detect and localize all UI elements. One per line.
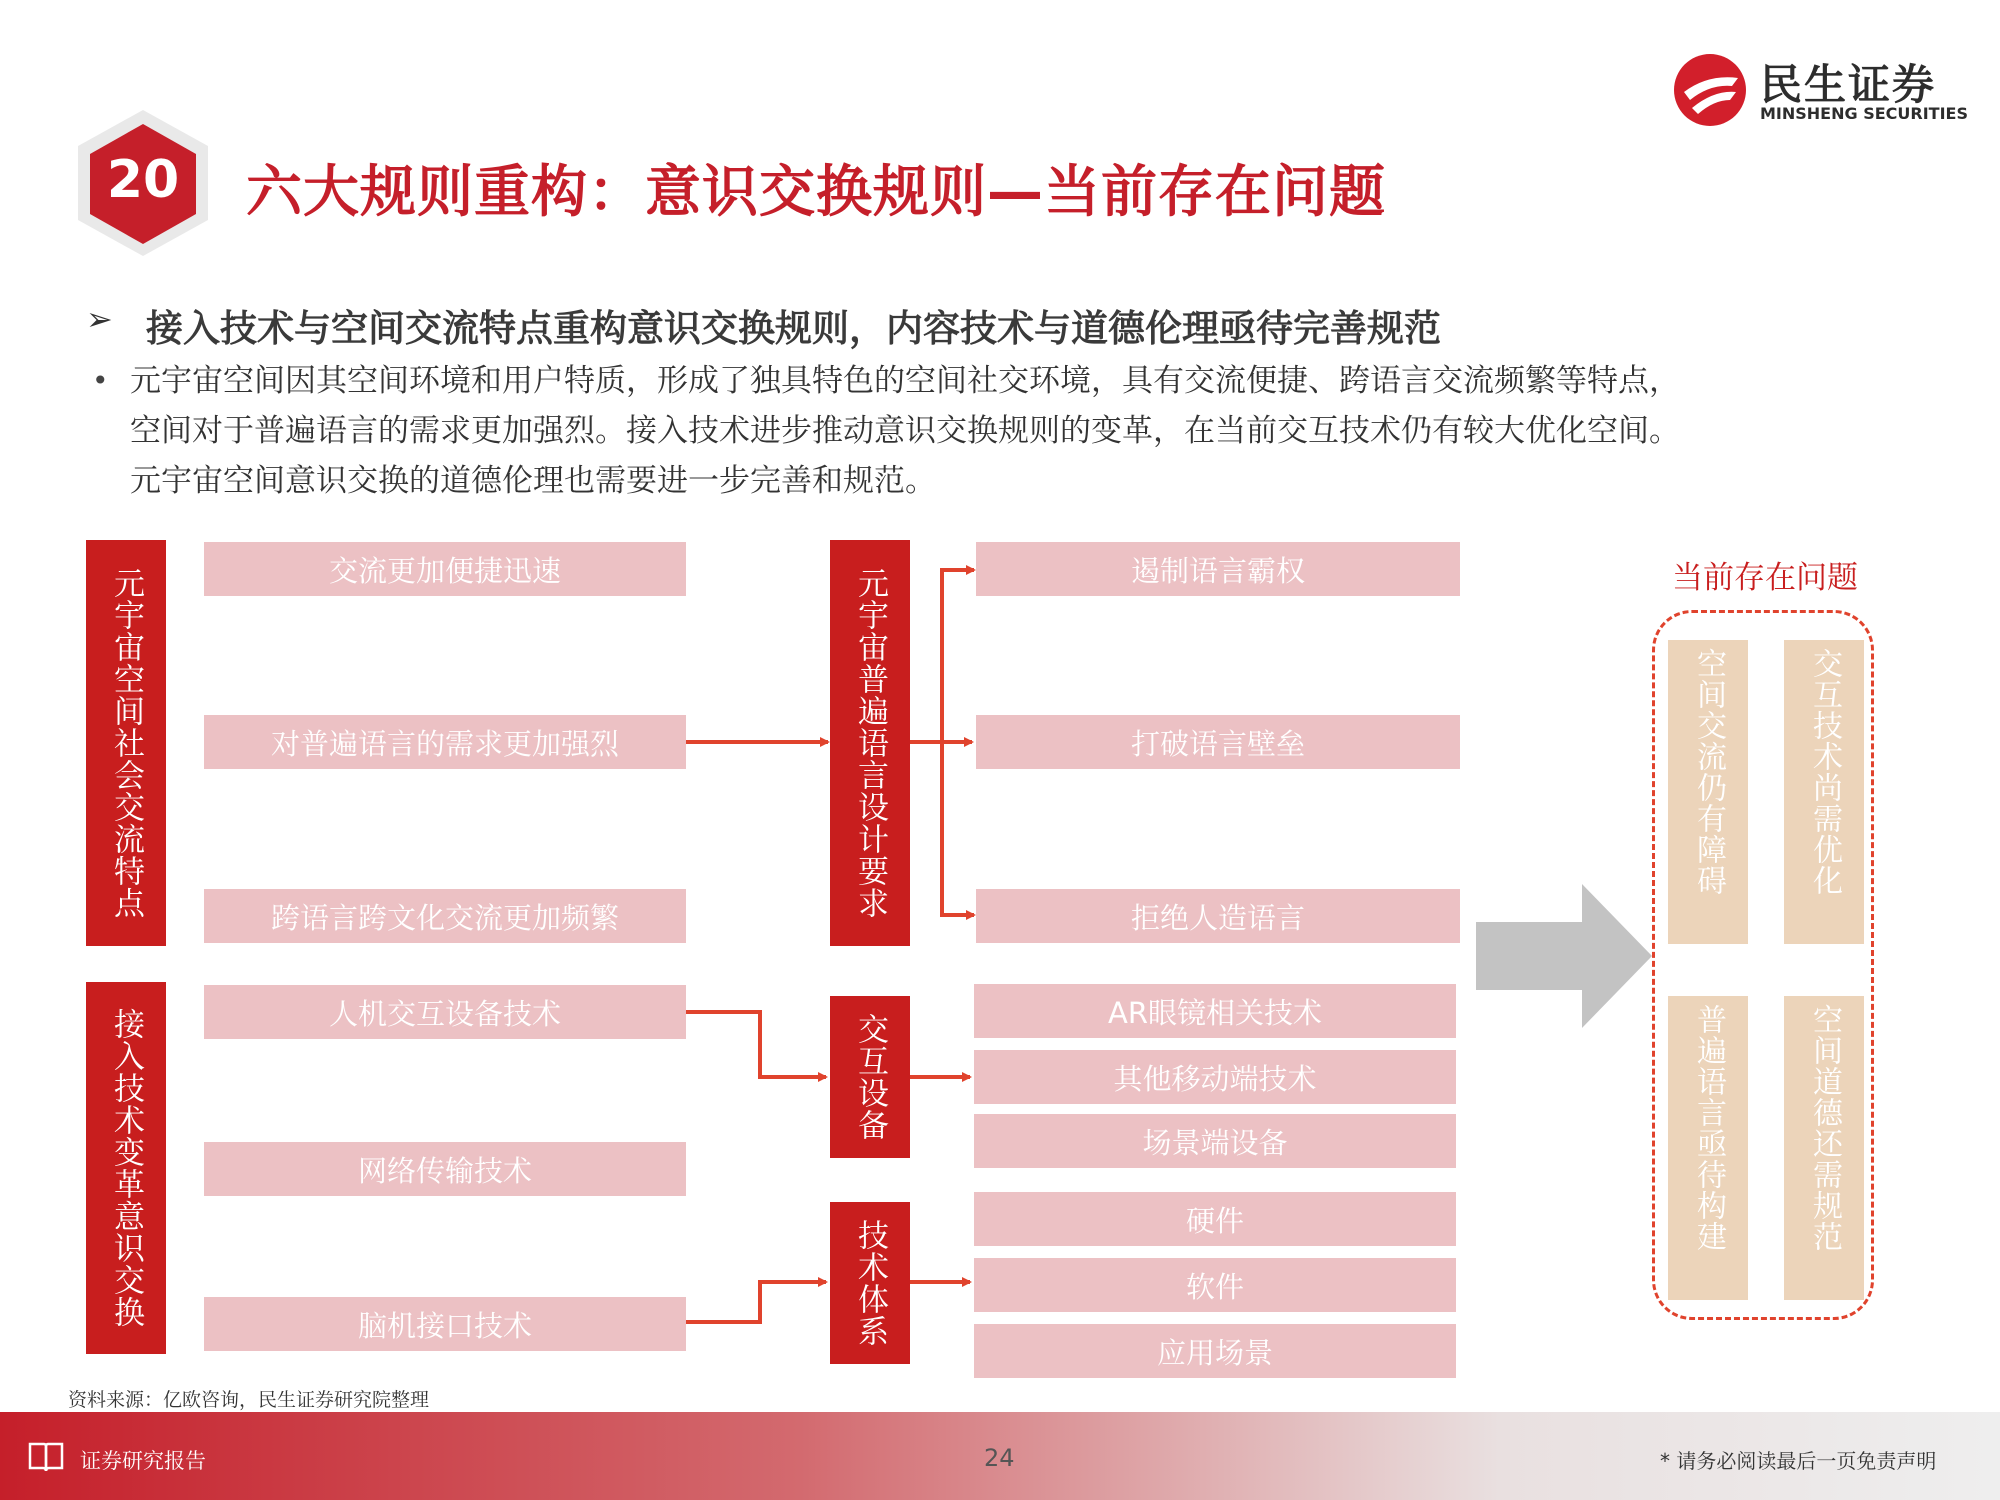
footer-label: 证券研究报告	[80, 1449, 206, 1473]
tech-item: 人机交互设备技术	[204, 985, 686, 1039]
connector-line	[686, 1282, 826, 1322]
social-features-box: 元宇宙空间社会交流特点	[86, 540, 166, 946]
language-item: 遏制语言霸权	[976, 542, 1460, 596]
problem-label: 空间道德还需规范	[1807, 1004, 1842, 1252]
connector-line	[686, 1012, 826, 1077]
disclaimer-link[interactable]: * 请务必阅读最后一页免责声明	[1660, 1449, 1937, 1473]
tech-item: 脑机接口技术	[204, 1297, 686, 1351]
logo-text-en: MINSHENG SECURITIES	[1760, 104, 1968, 123]
interaction-device-box: 交互设备	[830, 996, 910, 1158]
problem-item	[1668, 640, 1748, 944]
section-number: 20	[106, 150, 180, 210]
language-item: 拒绝人造语言	[976, 889, 1460, 943]
device-item: 场景端设备	[974, 1114, 1456, 1168]
system-item: 硬件	[974, 1192, 1456, 1246]
access-tech-box: 接入技术变革意识交换	[86, 982, 166, 1354]
tech-item: 网络传输技术	[204, 1142, 686, 1196]
arrow-bullet-icon: ➢	[86, 300, 113, 338]
paragraph-line: 元宇宙空间因其空间环境和用户特质，形成了独具特色的空间社交环境，具有交流便捷、跨语言交流频繁等特点，	[130, 363, 1680, 399]
bullet-dot-icon: •	[92, 364, 109, 397]
paragraph-line: 空间对于普遍语言的需求更加强烈。接入技术进步推动意识交换规则的变革，在当前交互技术仍有较大优化空间。	[130, 413, 1680, 449]
logo-text-cn: 民生证券	[1760, 60, 1937, 109]
source-note: 资料来源：亿欧咨询，民生证券研究院整理	[68, 1389, 430, 1411]
tech-system-box: 技术体系	[830, 1202, 910, 1364]
problem-item	[1784, 996, 1864, 1300]
problem-label: 空间交流仍有障碍	[1691, 648, 1726, 896]
problems-title: 当前存在问题	[1672, 560, 1858, 596]
social-item: 交流更加便捷迅速	[204, 542, 686, 596]
social-item: 对普遍语言的需求更加强烈	[204, 715, 686, 769]
system-item: 应用场景	[974, 1324, 1456, 1378]
connector-line	[942, 742, 974, 915]
big-gray-arrow	[1476, 884, 1652, 1028]
social-item: 跨语言跨文化交流更加频繁	[204, 889, 686, 943]
problem-item	[1668, 996, 1748, 1300]
paragraph-line: 元宇宙空间意识交换的道德伦理也需要进一步完善和规范。	[130, 463, 936, 499]
page-number: 24	[984, 1444, 1015, 1472]
device-item: 其他移动端技术	[974, 1050, 1456, 1104]
page-title: 六大规则重构：意识交换规则—当前存在问题	[246, 160, 1386, 225]
system-item: 软件	[974, 1258, 1456, 1312]
book-icon	[28, 1440, 64, 1474]
language-requirements-box: 元宇宙普遍语言设计要求	[830, 540, 910, 946]
problem-label: 交互技术尚需优化	[1807, 648, 1842, 896]
device-item: AR眼镜相关技术	[974, 984, 1456, 1038]
connector-line	[942, 570, 974, 742]
language-item: 打破语言壁垒	[976, 715, 1460, 769]
problem-label: 普遍语言亟待构建	[1691, 1004, 1726, 1252]
problem-item	[1784, 640, 1864, 944]
subtitle: 接入技术与空间交流特点重构意识交换规则，内容技术与道德伦理亟待完善规范	[146, 307, 1441, 350]
